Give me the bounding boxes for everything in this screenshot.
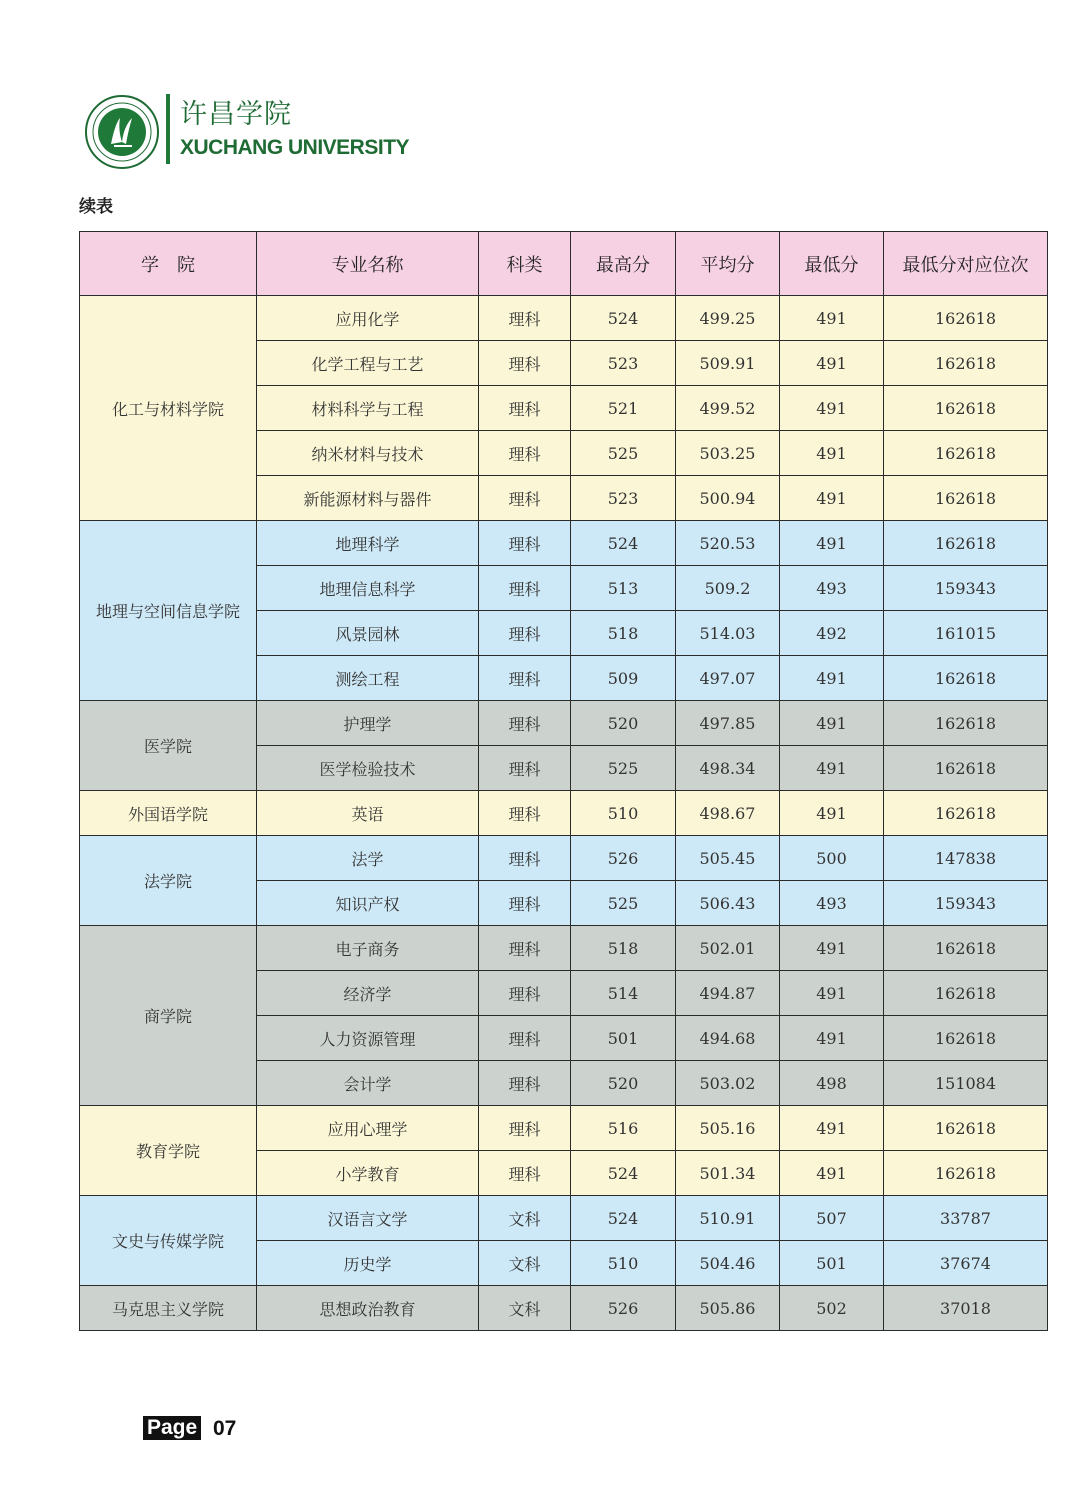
max-score-cell: 526 bbox=[571, 836, 676, 881]
major-cell: 小学教育 bbox=[257, 1151, 479, 1196]
max-score-cell: 524 bbox=[571, 1196, 676, 1241]
category-cell: 理科 bbox=[479, 881, 571, 926]
min-score-cell: 501 bbox=[780, 1241, 884, 1286]
avg-score-cell: 505.86 bbox=[676, 1286, 780, 1331]
max-score-cell: 510 bbox=[571, 1241, 676, 1286]
rank-cell: 162618 bbox=[884, 1106, 1048, 1151]
table-row bbox=[80, 791, 1048, 836]
min-score-cell: 491 bbox=[780, 791, 884, 836]
max-score-cell: 523 bbox=[571, 341, 676, 386]
max-score-cell: 516 bbox=[571, 1106, 676, 1151]
rank-cell: 159343 bbox=[884, 881, 1048, 926]
college-cell: 教育学院 bbox=[80, 1106, 257, 1196]
max-score-cell: 521 bbox=[571, 386, 676, 431]
column-header: 学 院 bbox=[80, 232, 257, 296]
rank-cell: 162618 bbox=[884, 431, 1048, 476]
rank-cell: 162618 bbox=[884, 971, 1048, 1016]
min-score-cell: 491 bbox=[780, 746, 884, 791]
avg-score-cell: 504.46 bbox=[676, 1241, 780, 1286]
min-score-cell: 491 bbox=[780, 476, 884, 521]
min-score-cell: 492 bbox=[780, 611, 884, 656]
min-score-cell: 491 bbox=[780, 656, 884, 701]
table-row bbox=[80, 521, 1048, 566]
college-cell: 商学院 bbox=[80, 926, 257, 1106]
rank-cell: 162618 bbox=[884, 926, 1048, 971]
table-subtitle: 续表 bbox=[79, 197, 113, 217]
avg-score-cell: 510.91 bbox=[676, 1196, 780, 1241]
major-cell: 法学 bbox=[257, 836, 479, 881]
category-cell: 理科 bbox=[479, 341, 571, 386]
rank-cell: 33787 bbox=[884, 1196, 1048, 1241]
category-cell: 理科 bbox=[479, 656, 571, 701]
max-score-cell: 525 bbox=[571, 746, 676, 791]
category-cell: 理科 bbox=[479, 431, 571, 476]
major-cell: 材料科学与工程 bbox=[257, 386, 479, 431]
min-score-cell: 491 bbox=[780, 431, 884, 476]
major-cell: 应用心理学 bbox=[257, 1106, 479, 1151]
rank-cell: 162618 bbox=[884, 656, 1048, 701]
major-cell: 经济学 bbox=[257, 971, 479, 1016]
max-score-cell: 525 bbox=[571, 881, 676, 926]
major-cell: 医学检验技术 bbox=[257, 746, 479, 791]
avg-score-cell: 509.91 bbox=[676, 341, 780, 386]
category-cell: 理科 bbox=[479, 476, 571, 521]
max-score-cell: 520 bbox=[571, 1061, 676, 1106]
max-score-cell: 510 bbox=[571, 791, 676, 836]
table-header-row bbox=[80, 232, 1048, 296]
avg-score-cell: 506.43 bbox=[676, 881, 780, 926]
avg-score-cell: 520.53 bbox=[676, 521, 780, 566]
major-cell: 地理科学 bbox=[257, 521, 479, 566]
avg-score-cell: 499.52 bbox=[676, 386, 780, 431]
category-cell: 理科 bbox=[479, 791, 571, 836]
header-divider bbox=[166, 94, 170, 164]
college-cell: 文史与传媒学院 bbox=[80, 1196, 257, 1286]
min-score-cell: 491 bbox=[780, 971, 884, 1016]
major-cell: 电子商务 bbox=[257, 926, 479, 971]
avg-score-cell: 505.45 bbox=[676, 836, 780, 881]
major-cell: 历史学 bbox=[257, 1241, 479, 1286]
category-cell: 理科 bbox=[479, 926, 571, 971]
avg-score-cell: 499.25 bbox=[676, 296, 780, 341]
college-cell: 法学院 bbox=[80, 836, 257, 926]
table-row bbox=[80, 296, 1048, 341]
college-cell: 地理与空间信息学院 bbox=[80, 521, 257, 701]
rank-cell: 162618 bbox=[884, 386, 1048, 431]
min-score-cell: 491 bbox=[780, 386, 884, 431]
category-cell: 理科 bbox=[479, 701, 571, 746]
table-row bbox=[80, 1196, 1048, 1241]
major-cell: 人力资源管理 bbox=[257, 1016, 479, 1061]
university-name-en: XUCHANG UNIVERSITY bbox=[180, 136, 410, 159]
column-header: 最低分 bbox=[780, 232, 884, 296]
table-row bbox=[80, 926, 1048, 971]
university-name-cn: 许昌学院 bbox=[180, 99, 292, 130]
category-cell: 理科 bbox=[479, 971, 571, 1016]
category-cell: 理科 bbox=[479, 296, 571, 341]
table-row bbox=[80, 836, 1048, 881]
rank-cell: 162618 bbox=[884, 521, 1048, 566]
min-score-cell: 493 bbox=[780, 881, 884, 926]
min-score-cell: 502 bbox=[780, 1286, 884, 1331]
avg-score-cell: 500.94 bbox=[676, 476, 780, 521]
category-cell: 理科 bbox=[479, 1016, 571, 1061]
column-header: 最低分对应位次 bbox=[884, 232, 1048, 296]
rank-cell: 159343 bbox=[884, 566, 1048, 611]
avg-score-cell: 494.68 bbox=[676, 1016, 780, 1061]
rank-cell: 37018 bbox=[884, 1286, 1048, 1331]
page-header bbox=[84, 92, 484, 172]
category-cell: 理科 bbox=[479, 566, 571, 611]
avg-score-cell: 503.25 bbox=[676, 431, 780, 476]
max-score-cell: 520 bbox=[571, 701, 676, 746]
category-cell: 理科 bbox=[479, 1151, 571, 1196]
min-score-cell: 507 bbox=[780, 1196, 884, 1241]
table-row bbox=[80, 1286, 1048, 1331]
rank-cell: 162618 bbox=[884, 1016, 1048, 1061]
min-score-cell: 491 bbox=[780, 341, 884, 386]
avg-score-cell: 497.85 bbox=[676, 701, 780, 746]
rank-cell: 162618 bbox=[884, 296, 1048, 341]
category-cell: 理科 bbox=[479, 836, 571, 881]
avg-score-cell: 505.16 bbox=[676, 1106, 780, 1151]
major-cell: 会计学 bbox=[257, 1061, 479, 1106]
major-cell: 英语 bbox=[257, 791, 479, 836]
rank-cell: 161015 bbox=[884, 611, 1048, 656]
college-cell: 医学院 bbox=[80, 701, 257, 791]
column-header: 最高分 bbox=[571, 232, 676, 296]
major-cell: 护理学 bbox=[257, 701, 479, 746]
min-score-cell: 491 bbox=[780, 1016, 884, 1061]
table-row bbox=[80, 1106, 1048, 1151]
category-cell: 文科 bbox=[479, 1196, 571, 1241]
max-score-cell: 524 bbox=[571, 521, 676, 566]
college-cell: 外国语学院 bbox=[80, 791, 257, 836]
max-score-cell: 524 bbox=[571, 296, 676, 341]
page-label: Page bbox=[143, 1416, 201, 1440]
college-cell: 马克思主义学院 bbox=[80, 1286, 257, 1331]
min-score-cell: 493 bbox=[780, 566, 884, 611]
max-score-cell: 509 bbox=[571, 656, 676, 701]
major-cell: 汉语言文学 bbox=[257, 1196, 479, 1241]
major-cell: 纳米材料与技术 bbox=[257, 431, 479, 476]
admission-scores-table bbox=[79, 231, 1048, 1331]
university-logo-icon bbox=[84, 94, 160, 170]
rank-cell: 151084 bbox=[884, 1061, 1048, 1106]
major-cell: 知识产权 bbox=[257, 881, 479, 926]
max-score-cell: 518 bbox=[571, 926, 676, 971]
major-cell: 测绘工程 bbox=[257, 656, 479, 701]
avg-score-cell: 501.34 bbox=[676, 1151, 780, 1196]
avg-score-cell: 503.02 bbox=[676, 1061, 780, 1106]
avg-score-cell: 509.2 bbox=[676, 566, 780, 611]
category-cell: 理科 bbox=[479, 746, 571, 791]
major-cell: 风景园林 bbox=[257, 611, 479, 656]
column-header: 平均分 bbox=[676, 232, 780, 296]
major-cell: 思想政治教育 bbox=[257, 1286, 479, 1331]
min-score-cell: 491 bbox=[780, 521, 884, 566]
rank-cell: 162618 bbox=[884, 476, 1048, 521]
college-cell: 化工与材料学院 bbox=[80, 296, 257, 521]
rank-cell: 162618 bbox=[884, 791, 1048, 836]
page-number: 07 bbox=[213, 1417, 237, 1440]
table-row bbox=[80, 701, 1048, 746]
max-score-cell: 514 bbox=[571, 971, 676, 1016]
max-score-cell: 513 bbox=[571, 566, 676, 611]
min-score-cell: 491 bbox=[780, 926, 884, 971]
min-score-cell: 491 bbox=[780, 296, 884, 341]
max-score-cell: 525 bbox=[571, 431, 676, 476]
max-score-cell: 524 bbox=[571, 1151, 676, 1196]
rank-cell: 162618 bbox=[884, 746, 1048, 791]
category-cell: 理科 bbox=[479, 1106, 571, 1151]
avg-score-cell: 498.67 bbox=[676, 791, 780, 836]
max-score-cell: 501 bbox=[571, 1016, 676, 1061]
min-score-cell: 491 bbox=[780, 701, 884, 746]
category-cell: 理科 bbox=[479, 1061, 571, 1106]
avg-score-cell: 497.07 bbox=[676, 656, 780, 701]
rank-cell: 37674 bbox=[884, 1241, 1048, 1286]
min-score-cell: 500 bbox=[780, 836, 884, 881]
category-cell: 文科 bbox=[479, 1286, 571, 1331]
min-score-cell: 498 bbox=[780, 1061, 884, 1106]
rank-cell: 162618 bbox=[884, 701, 1048, 746]
avg-score-cell: 502.01 bbox=[676, 926, 780, 971]
rank-cell: 147838 bbox=[884, 836, 1048, 881]
avg-score-cell: 498.34 bbox=[676, 746, 780, 791]
rank-cell: 162618 bbox=[884, 341, 1048, 386]
major-cell: 应用化学 bbox=[257, 296, 479, 341]
min-score-cell: 491 bbox=[780, 1151, 884, 1196]
major-cell: 地理信息科学 bbox=[257, 566, 479, 611]
min-score-cell: 491 bbox=[780, 1106, 884, 1151]
avg-score-cell: 514.03 bbox=[676, 611, 780, 656]
column-header: 专业名称 bbox=[257, 232, 479, 296]
category-cell: 理科 bbox=[479, 521, 571, 566]
max-score-cell: 518 bbox=[571, 611, 676, 656]
avg-score-cell: 494.87 bbox=[676, 971, 780, 1016]
major-cell: 新能源材料与器件 bbox=[257, 476, 479, 521]
category-cell: 理科 bbox=[479, 386, 571, 431]
max-score-cell: 523 bbox=[571, 476, 676, 521]
category-cell: 理科 bbox=[479, 611, 571, 656]
max-score-cell: 526 bbox=[571, 1286, 676, 1331]
column-header: 科类 bbox=[479, 232, 571, 296]
category-cell: 文科 bbox=[479, 1241, 571, 1286]
major-cell: 化学工程与工艺 bbox=[257, 341, 479, 386]
rank-cell: 162618 bbox=[884, 1151, 1048, 1196]
